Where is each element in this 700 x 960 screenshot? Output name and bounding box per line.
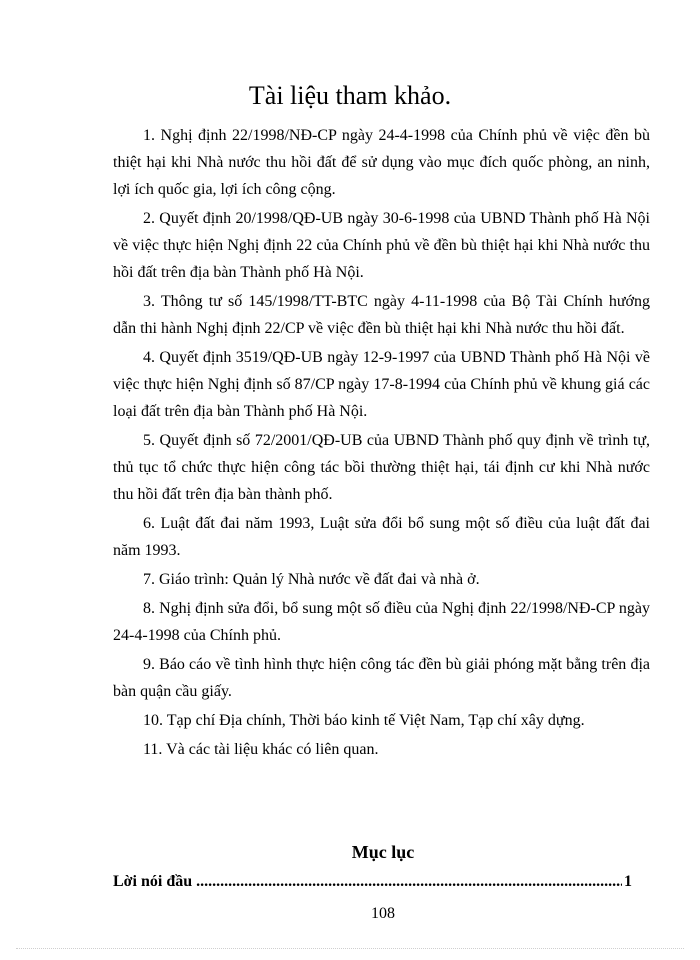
reference-item: 11. Và các tài liệu khác có liên quan. bbox=[143, 741, 379, 758]
reference-item: 1. Nghị định 22/1998/NĐ-CP ngày 24-4-1998 của Chính phủ về việc đền bù thiệt hại khi Nhà nước thu hồi đất để sử dụng vào mục đích quốc phòng, an ninh, lợi ích quốc gia, lợi ích công cộng. bbox=[113, 127, 650, 198]
page-number: 108 bbox=[371, 905, 395, 922]
reference-item: 7. Giáo trình: Quản lý Nhà nước về đất đai và nhà ở. bbox=[143, 571, 480, 588]
toc-dot-leader bbox=[196, 871, 622, 893]
reference-item: 9. Báo cáo về tình hình thực hiện công tác đền bù giải phóng mặt bằng trên địa bàn quận cầu giấy. bbox=[113, 656, 650, 700]
reference-item: 6. Luật đất đai năm 1993, Luật sửa đổi bổ sung một số điều của luật đất đai năm 1993. bbox=[113, 515, 650, 559]
reference-list bbox=[113, 122, 650, 765]
reference-item: 2. Quyết định 20/1998/QĐ-UB ngày 30-6-1998 của UBND Thành phố Hà Nội về việc thực hiện Nghị định 22 của Chính phủ về đền bù thiệt hại khi Nhà nước thu hồi đất trên địa bàn Thành phố Hà Nội. bbox=[113, 210, 650, 281]
reference-item: 3. Thông tư số 145/1998/TT-BTC ngày 4-11-1998 của Bộ Tài Chính hướng dẫn thi hành Nghị định 22/CP về việc đền bù thiệt hại khi Nhà nước thu hồi đất. bbox=[113, 293, 650, 337]
page-edge-divider bbox=[16, 948, 684, 949]
reference-item: 8. Nghị định sửa đổi, bổ sung một số điều của Nghị định 22/1998/NĐ-CP ngày 24-4-1998 của Chính phủ. bbox=[113, 600, 650, 644]
reference-item: 10. Tạp chí Địa chính, Thời báo kinh tế Việt Nam, Tạp chí xây dựng. bbox=[143, 712, 585, 729]
toc-entry[interactable] bbox=[113, 871, 632, 893]
toc-heading: Mục lục bbox=[351, 842, 415, 862]
reference-item: 4. Quyết định 3519/QĐ-UB ngày 12-9-1997 của UBND Thành phố Hà Nội về việc thực hiện Nghị định số 87/CP ngày 17-8-1994 của Chính phủ về khung giá các loại đất trên địa bàn Thành phố Hà Nội. bbox=[113, 349, 650, 420]
reference-item: 5. Quyết định số 72/2001/QĐ-UB của UBND Thành phố quy định về trình tự, thủ tục tổ chức thực hiện công tác bồi thường thiệt hại, tái định cư khi Nhà nước thu hồi đất trên địa bàn thành phố. bbox=[113, 432, 650, 503]
page-title: Tài liệu tham khảo. bbox=[248, 81, 452, 110]
toc-entry-label: Lời nói đầu bbox=[113, 873, 193, 890]
toc-entry-page: 1 bbox=[624, 873, 632, 890]
